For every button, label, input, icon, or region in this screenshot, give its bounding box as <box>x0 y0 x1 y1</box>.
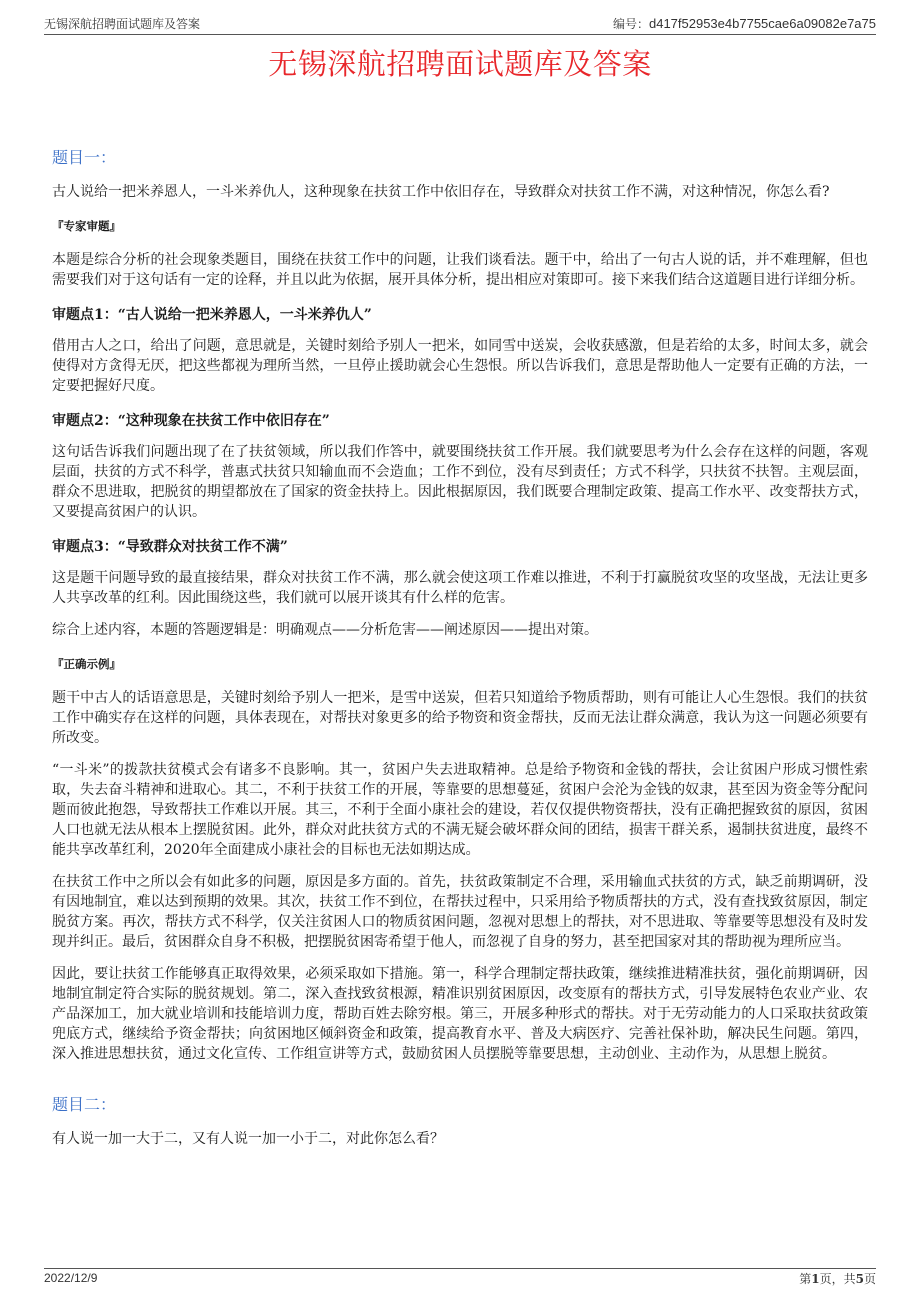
answer-logic-summary: 综合上述内容，本题的答题逻辑是：明确观点——分析危害——阐述原因——提出对策。 <box>52 622 598 638</box>
expert-intro: 本题是综合分析的社会现象类题目，围绕在扶贫工作中的问题，让我们谈看法。题干中，给出了一句古人说的话，并不难理解，但也需要我们对于这句话有一定的诠释，并且以此为依据，展开具体分析，提出相应对策即可。接下来我们结合这道题目进行详细分析。 <box>52 252 868 288</box>
header-code-label: 编号： <box>612 17 649 31</box>
page-total: 5 <box>855 1271 864 1286</box>
answer-paragraph: “一斗米”的拨款扶贫模式会有诸多不良影响。其一，贫困户失去进取精神。总是给予物资和金钱的帮扶，会让贫困户形成习惯性索取，失去奋斗精神和进取心。其二，不利于扶贫工作的开展，等靠要的思想蔓延，贫困户会沦为金钱的奴隶，甚至因为资金等分配问题而彼此抱怨，导致帮扶工作难以开展。其三，不利于全面小康社会的建设，若仅仅提供物资帮扶，没有正确把握致贫的原因，贫困人口也就无法从根本上摆脱贫困。此外，群众对此扶贫方式的不满无疑会破坏群众间的团结，损害干群关系，遏制扶贫进度，最终不能共享改革红利，2020年全面建成小康社会的目标也无法如期达成。 <box>52 762 868 858</box>
correct-example-tag: 『正确示例』 <box>52 657 121 671</box>
document-body <box>52 145 868 1161</box>
review-point-2-text: 这句话告诉我们问题出现了在了扶贫领域，所以我们作答中，就要围绕扶贫工作开展。我们就要思考为什么会存在这样的问题，客观层面，扶贫的方式不科学，普惠式扶贫只知输血而不会造血；工作不到位，没有尽到责任；方式不科学，只扶贫不扶智。主观层面，群众不思进取，把脱贫的期望都放在了国家的资金扶持上。因此根据原因，我们既要合理制定政策、提高工作水平、改变帮扶方式，又要提高贫困户的认识。 <box>52 444 868 520</box>
answer-paragraph: 因此，要让扶贫工作能够真正取得效果，必须采取如下措施。第一，科学合理制定帮扶政策，继续推进精准扶贫，强化前期调研，因地制宜制定符合实际的脱贫规划。第二，深入查找致贫根源，精准识别贫困原因，改变原有的帮扶方式，引导发展特色农业产业、农产品深加工，加大就业培训和技能培训力度，帮助百姓去除穷根。第三，开展多种形式的帮扶。对于无劳动能力的人口采取扶贫政策兜底方式，继续给予资金帮扶；向贫困地区倾斜资金和政策，提高教育水平、普及大病医疗、完善社保补助，解决民生问题。第四，深入推进思想扶贫，通过文化宣传、工作组宣讲等方式，鼓励贫困人员摆脱等靠要思想，主动创业、主动作为，从思想上脱贫。 <box>52 966 868 1062</box>
answer-paragraph: 在扶贫工作中之所以会有如此多的问题，原因是多方面的。首先，扶贫政策制定不合理，采用输血式扶贫的方式，缺乏前期调研，没有因地制宜，难以达到预期的效果。其次，扶贫工作不到位，在帮扶过程中，只采用给予物质帮扶的方式，没有查找致贫原因，制定脱贫方案。再次，帮扶方式不科学，仅关注贫困人口的物质贫困问题，忽视对思想上的帮扶，对不思进取、等靠要等思想没有及时发现并纠正。最后，贫困群众自身不积极，把摆脱贫困寄希望于他人，而忽视了自身的努力，甚至把国家对其的帮助视为理所应当。 <box>52 874 868 950</box>
header-doc-code <box>613 15 876 32</box>
review-point-1-heading: 审题点1：“古人说给一把米养恩人，一斗米养仇人” <box>52 307 372 323</box>
review-point-3-heading: 审题点3：“导致群众对扶贫工作不满” <box>52 539 288 555</box>
header-code-value: d417f52953e4b7755cae6a09082e7a75 <box>648 16 876 31</box>
question-2-label: 题目二： <box>52 1095 117 1114</box>
page-suffix: 页 <box>863 1271 876 1286</box>
page-current: 1 <box>811 1271 820 1286</box>
page-prefix: 第 <box>799 1271 812 1286</box>
review-point-3-text: 这是题干问题导致的最直接结果，群众对扶贫工作不满，那么就会使这项工作难以推进，不利于打赢脱贫攻坚的攻坚战，无法让更多人共享改革的红利。因此围绕这些，我们就可以展开谈其有什么样的危害。 <box>52 570 868 606</box>
expert-review-tag: 『专家审题』 <box>52 219 121 233</box>
page-footer <box>44 1268 876 1287</box>
review-point-1-text: 借用古人之口，给出了问题，意思就是，关键时刻给予别人一把米，如同雪中送炭，会收获感激，但是若给的太多，时间太多，就会使得对方贪得无厌，把这些都视为理所当然，一旦停止援助就会心生怨恨。所以告诉我们，意思是帮助他人一定要有正确的方法，一定要把握好尺度。 <box>52 338 868 394</box>
question-2-text: 有人说一加一大于二，又有人说一加一小于二，对此你怎么看？ <box>52 1131 444 1147</box>
page-header <box>44 12 876 35</box>
review-point-2-heading: 审题点2：“这种现象在扶贫工作中依旧存在” <box>52 413 330 429</box>
document-title: 无锡深航招聘面试题库及答案 <box>268 47 652 81</box>
page-indicator <box>799 1270 876 1287</box>
header-doc-title: 无锡深航招聘面试题库及答案 <box>44 17 201 31</box>
question-1-text: 古人说给一把米养恩人，一斗米养仇人，这种现象在扶贫工作中依旧存在，导致群众对扶贫工作不满，对这种情况，你怎么看? <box>52 184 830 200</box>
question-1-label: 题目一： <box>52 148 117 167</box>
answer-paragraph: 题干中古人的话语意思是，关键时刻给予别人一把米，是雪中送炭，但若只知道给予物质帮助，则有可能让人心生怨恨。我们的扶贫工作中确实存在这样的问题，具体表现在，对帮扶对象更多的给予物资和资金帮扶，反而无法让群众满意，我认为这一问题必须要有所改变。 <box>52 690 868 746</box>
page-mid: 页，共 <box>819 1271 856 1286</box>
footer-date: 2022/12/9 <box>44 1271 98 1285</box>
